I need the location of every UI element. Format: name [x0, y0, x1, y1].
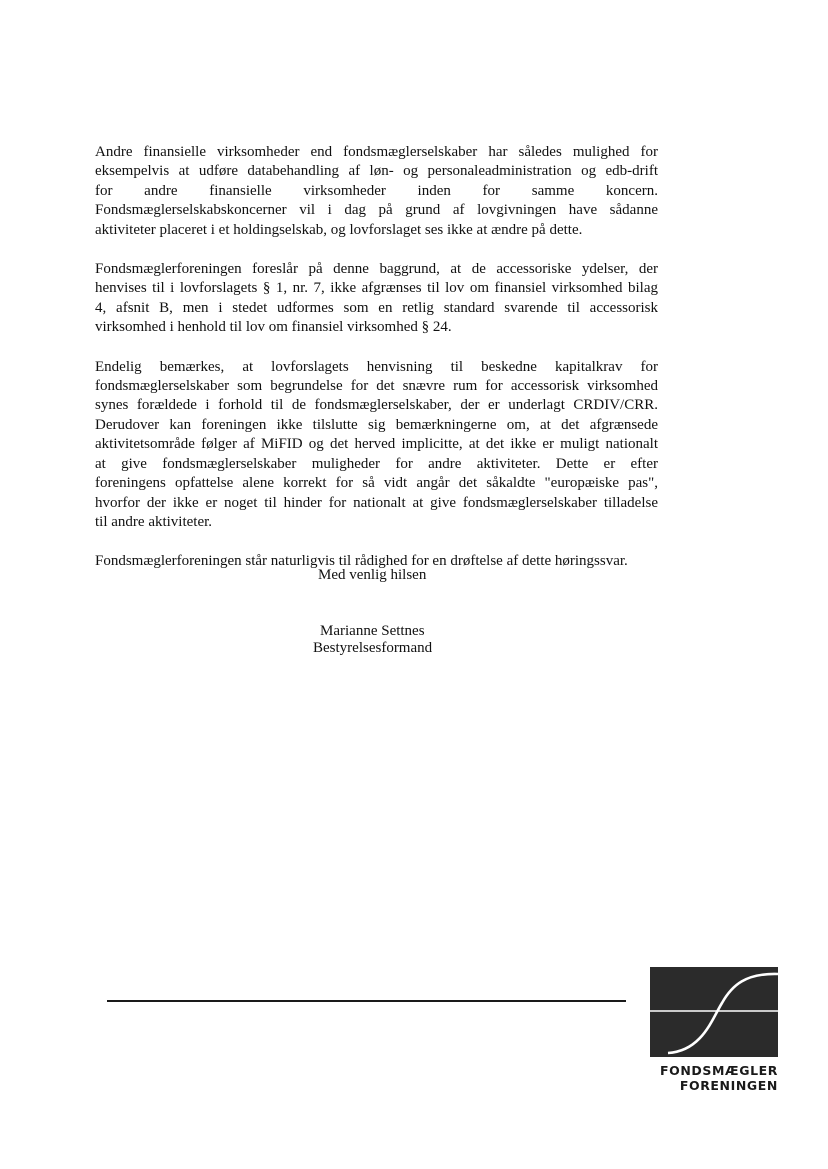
- text-line: foreningens opfattelse alene korrekt for så vidt angår det såkaldte "europæiske pas",: [95, 475, 658, 492]
- text-line: til andre aktiviteter.: [95, 513, 213, 530]
- letter-body: [95, 143, 658, 592]
- logo-curve-icon: [650, 967, 778, 1057]
- organization-logo: [650, 967, 778, 1093]
- text-line: Fondsmæglerselskabskoncerner vil i dag på grund af lovgivningen have sådanne: [95, 202, 658, 219]
- paragraph-2: [95, 260, 658, 338]
- text-line: Endelig bemærkes, at lovforslagets henvisning til beskedne kapitalkrav for: [95, 358, 658, 375]
- text-line: Fondsmæglerforeningen står naturligvis til rådighed for en drøftelse af dette høringssvar.: [95, 553, 628, 570]
- text-line: aktiviteter placeret i et holdingselskab, og lovforslaget ses ikke at ændre på dette.: [95, 221, 583, 238]
- text-line: hvorfor der ikke er noget til hinder for nationalt at give fondsmæglerselskaber tilladelse: [95, 494, 658, 511]
- text-line: eksempelvis at udføre databehandling af løn- og personaleadministration og edb-drift: [95, 163, 658, 180]
- text-line: henvises til i lovforslagets § 1, nr. 7, ikke afgrænses til lov om finansiel virksomhed bilag: [95, 280, 658, 297]
- text-line: Derudover kan foreningen ikke tilslutte sig bemærkningerne om, at det afgrænsede: [95, 416, 658, 433]
- text-line: aktivitetsområde følger af MiFID og det herved implicitte, at det ikke er muligt nationalt: [95, 436, 658, 453]
- text-line: for andre finansielle virksomheder inden for samme koncern.: [95, 182, 658, 199]
- footer-divider: [107, 1000, 626, 1002]
- logo-mark: [650, 967, 778, 1057]
- text-line: 4, afsnit B, men i stedet udformes som en retlig standard svarende til accessorisk: [95, 299, 658, 316]
- text-line: fondsmæglerselskaber som begrundelse for det snævre rum for accessorisk virksomhed: [95, 378, 658, 395]
- logo-line-2: FORENINGEN: [679, 1078, 778, 1093]
- text-line: synes forældede i forhold til de fondsmæglerselskaber, der er underlagt CRDIV/CRR.: [95, 397, 658, 414]
- logo-wordmark: [650, 1063, 778, 1093]
- text-line: virksomhed i henhold til lov om finansiel virksomhed § 24.: [95, 319, 452, 336]
- logo-line-1: FONDSMÆGLER: [660, 1063, 778, 1078]
- signatory-name: Marianne Settnes: [320, 623, 425, 639]
- text-line: Fondsmæglerforeningen foreslår på denne baggrund, at de accessoriske ydelser, der: [95, 261, 658, 278]
- text-line: Andre finansielle virksomheder end fondsmæglerselskaber har således mulighed for: [95, 144, 658, 160]
- signatory-title: Bestyrelsesformand: [313, 640, 433, 656]
- paragraph-1: [95, 143, 658, 240]
- paragraph-3: [95, 358, 658, 533]
- text-line: at give fondsmæglerselskaber muligheder for andre aktiviteter. Dette er efter: [95, 455, 658, 472]
- closing-greeting: Med venlig hilsen: [318, 567, 427, 583]
